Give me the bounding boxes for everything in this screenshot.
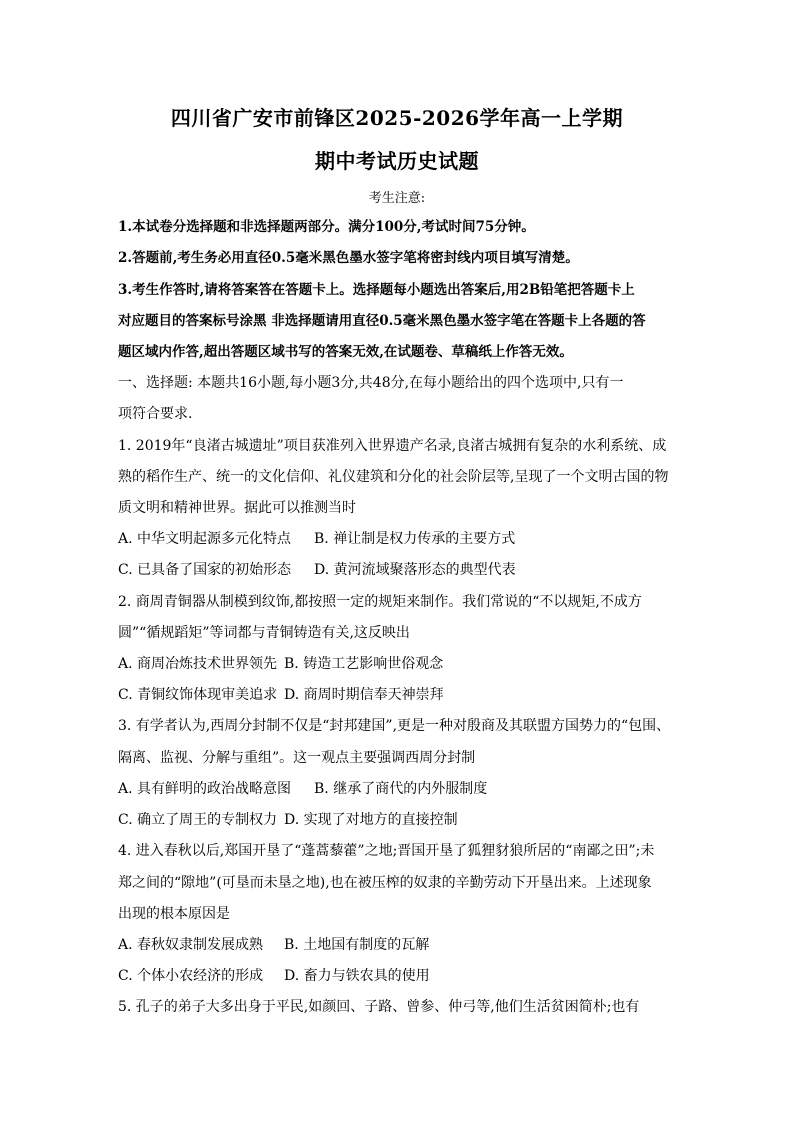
question-3-options [118,810,678,830]
option-c: C. 确立了周王的专制权力 [118,812,278,828]
notice-line: 1.本试卷分选择题和非选择题两部分。满分100分,考试时间75分钟。 [118,219,535,235]
notice-line: 题区域内作答,超出答题区域书写的答案无效,在试题卷、草稿纸上作答无效。 [118,344,573,360]
option-a: A. 春秋奴隶制发展成熟 [118,937,264,953]
question-2-options [118,654,678,674]
option-d: D. 实现了对地方的直接控制 [284,812,458,828]
exam-title: 四川省广安市前锋区2025-2026学年高一上学期 [170,106,624,130]
option-b: B. 继承了商代的内外服制度 [314,781,488,797]
option-a: A. 中华文明起源多元化特点 [118,531,292,547]
option-d: D. 黄河流域聚落形态的典型代表 [314,562,516,578]
notice-heading: 考生注意: [368,191,426,206]
option-b: B. 土地国有制度的瓦解 [284,937,430,953]
question-4-text: 4. 进入春秋以后,郑国开垦了“蓬蒿藜藿”之地;晋国开垦了狐狸豺狼所居的“南鄙之田”;未 [118,843,655,859]
question-1-options [118,560,678,580]
option-d: D. 商周时期信奉天神崇拜 [284,687,444,703]
option-b: B. 铸造工艺影响世俗观念 [284,656,444,672]
option-b: B. 禅让制是权力传承的主要方式 [314,531,516,547]
question-3-text: 隔离、监视、分解与重组”。这一观点主要强调西周分封制 [118,750,476,766]
section-heading: 一、选择题: 本题共16小题,每小题3分,共48分,在每小题给出的四个选项中,只有一 [118,375,624,391]
question-1-text: 熟的稻作生产、统一的文化信仰、礼仪建筑和分化的社会阶层等,呈现了一个文明古国的物 [118,469,669,485]
notice-line: 2.答题前,考生务必用直径0.5毫米黑色墨水签字笔将密封线内项目填写清楚。 [118,250,579,266]
question-1-text: 1. 2019年“良渚古城遗址”项目获准列入世界遗产名录,良渚古城拥有复杂的水利系统、成 [118,438,667,454]
question-4-options [118,935,678,955]
notice-line: 3.考生作答时,请将答案答在答题卡上。选择题每小题选出答案后,用2B铅笔把答题卡上 [118,282,635,298]
question-4-text: 出现的根本原因是 [118,906,230,922]
question-1-options [118,529,678,549]
option-c: C. 青铜纹饰体现审美追求 [118,687,278,703]
question-2-text: 2. 商周青铜器从制模到纹饰,都按照一定的规矩来制作。我们常说的“不以规矩,不成方 [118,594,642,610]
option-a: A. 商周冶炼技术世界领先 [118,656,278,672]
section-heading-cont: 项符合要求. [118,406,193,422]
question-4-text: 郑之间的“隙地”(可垦而未垦之地),也在被压榨的奴隶的辛勤劳动下开垦出来。上述现象 [118,875,652,891]
question-5-text: 5. 孔子的弟子大多出身于平民,如颜回、子路、曾参、仲弓等,他们生活贫困简朴;也有 [118,999,640,1015]
option-c: C. 个体小农经济的形成 [118,968,264,984]
question-2-text: 圆”“循规蹈矩”等词都与青铜铸造有关,这反映出 [118,625,410,641]
notice-line: 对应题目的答案标号涂黑 非选择题请用直径0.5毫米黑色墨水签字笔在答题卡上各题的答 [118,313,646,329]
question-3-options [118,779,678,799]
exam-subtitle: 期中考试历史试题 [315,149,479,173]
question-4-options [118,966,678,986]
option-a: A. 具有鲜明的政治战略意图 [118,781,292,797]
option-d: D. 畜力与铁农具的使用 [284,968,430,984]
question-3-text: 3. 有学者认为,西周分封制不仅是“封邦建国”,更是一种对殷商及其联盟方国势力的“包围、 [118,718,671,734]
question-1-text: 质文明和精神世界。据此可以推测当时 [118,500,356,516]
question-2-options [118,685,678,705]
option-c: C. 已具备了国家的初始形态 [118,562,292,578]
